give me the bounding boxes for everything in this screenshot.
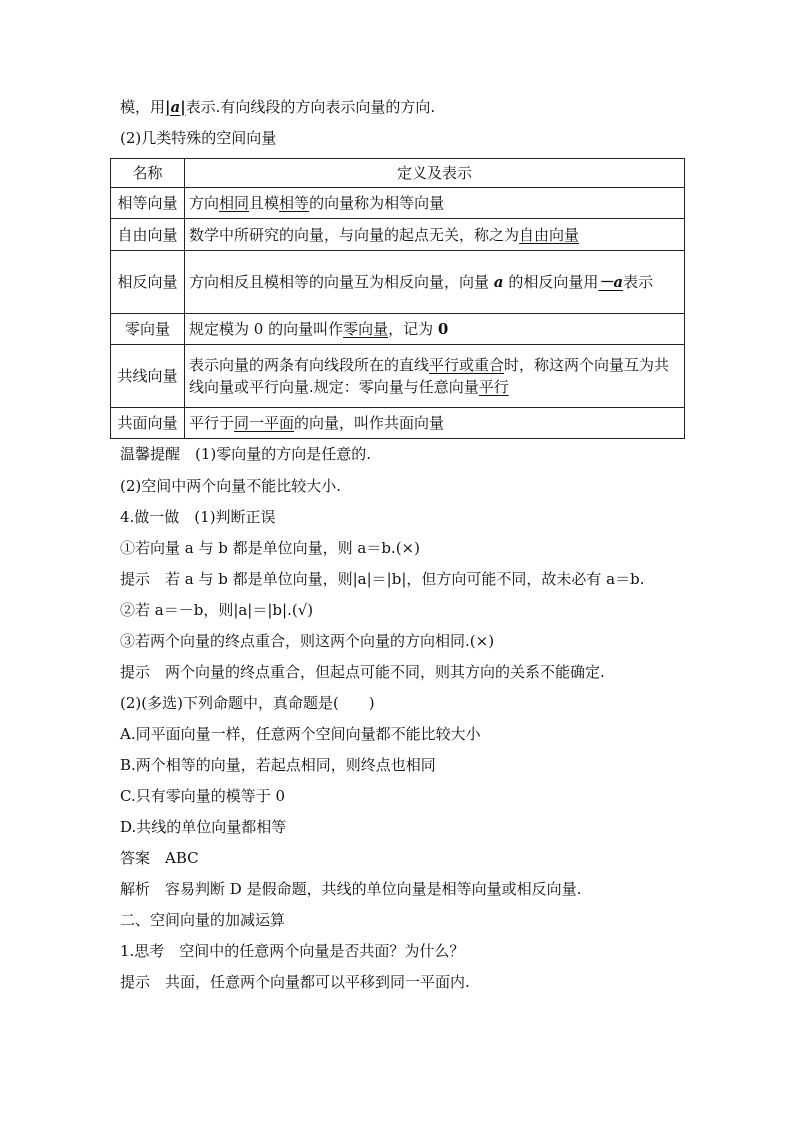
option-b: B.两个相等的向量，若起点相同，则终点也相同 [120, 756, 436, 774]
special-vectors-table [110, 158, 685, 439]
option-a: A.同平面向量一样，任意两个空间向量都不能比较大小 [120, 725, 481, 743]
section-title: (2)几类特殊的空间向量 [120, 129, 277, 147]
row-definition: 表示向量的两条有向线段所在的直线平行或重合时，称这两个向量互为共线向量或平行向量.规定：零向量与任意向量平行 [185, 345, 685, 408]
table-header-row [111, 159, 685, 188]
analysis-line: 解析 容易判断 D 是假命题，共线的单位向量是相等向量或相反向量. [120, 880, 582, 898]
table-row [111, 345, 685, 408]
row-name: 自由向量 [111, 219, 185, 251]
practice-title: 4.做一做 (1)判断正误 [120, 508, 276, 526]
row-name: 相反向量 [111, 251, 185, 314]
intro-line [120, 97, 435, 117]
table-row [111, 408, 685, 439]
magnitude-symbol: |a| [165, 98, 186, 116]
option-d: D.共线的单位向量都相等 [120, 818, 287, 836]
table-row [111, 251, 685, 314]
option-c: C.只有零向量的模等于 0 [120, 787, 286, 805]
think-question: 1.思考 空间中的任意两个向量是否共面？为什么？ [120, 942, 465, 960]
hint-1: 提示 若 a 与 b 都是单位向量，则|a|＝|b|，但方向可能不同，故未必有 a＝b. [120, 570, 645, 588]
row-definition: 数学中所研究的向量，与向量的起点无关，称之为自由向量 [185, 219, 685, 251]
think-hint: 提示 共面，任意两个向量都可以平移到同一平面内. [120, 973, 470, 991]
row-definition: 方向相反且模相等的向量互为相反向量，向量 a 的相反向量用－a表示 [185, 251, 685, 314]
multiple-choice-title: (2)(多选)下列命题中，真命题是( ) [120, 694, 375, 712]
reminder-line-2: (2)空间中两个向量不能比较大小. [120, 477, 342, 495]
intro-text-rest: 表示.有向线段的方向表示向量的方向. [185, 98, 436, 116]
header-definition: 定义及表示 [185, 159, 685, 188]
row-name: 共面向量 [111, 408, 185, 439]
row-definition: 平行于同一平面的向量，叫作共面向量 [185, 408, 685, 439]
question-3: ③若两个向量的终点重合，则这两个向量的方向相同.(×) [120, 632, 495, 650]
reminder-line-1: 温馨提醒 (1)零向量的方向是任意的. [120, 445, 372, 463]
row-name: 零向量 [111, 314, 185, 345]
header-name: 名称 [111, 159, 185, 188]
answer-line: 答案 ABC [120, 849, 199, 867]
table-row [111, 188, 685, 219]
section-2-title: 二、空间向量的加减运算 [120, 911, 286, 929]
row-definition: 方向相同且模相等的向量称为相等向量 [185, 188, 685, 219]
table-row [111, 314, 685, 345]
question-2: ②若 a＝－b，则|a|＝|b|.(√) [120, 601, 314, 619]
table-row [111, 219, 685, 251]
row-name: 相等向量 [111, 188, 185, 219]
row-definition: 规定模为 0 的向量叫作零向量，记为 0 [185, 314, 685, 345]
question-1: ①若向量 a 与 b 都是单位向量，则 a＝b.(×) [120, 539, 420, 557]
intro-text: 模，用 [120, 98, 166, 116]
row-name: 共线向量 [111, 345, 185, 408]
hint-3: 提示 两个向量的终点重合，但起点可能不同，则其方向的关系不能确定. [120, 663, 605, 681]
